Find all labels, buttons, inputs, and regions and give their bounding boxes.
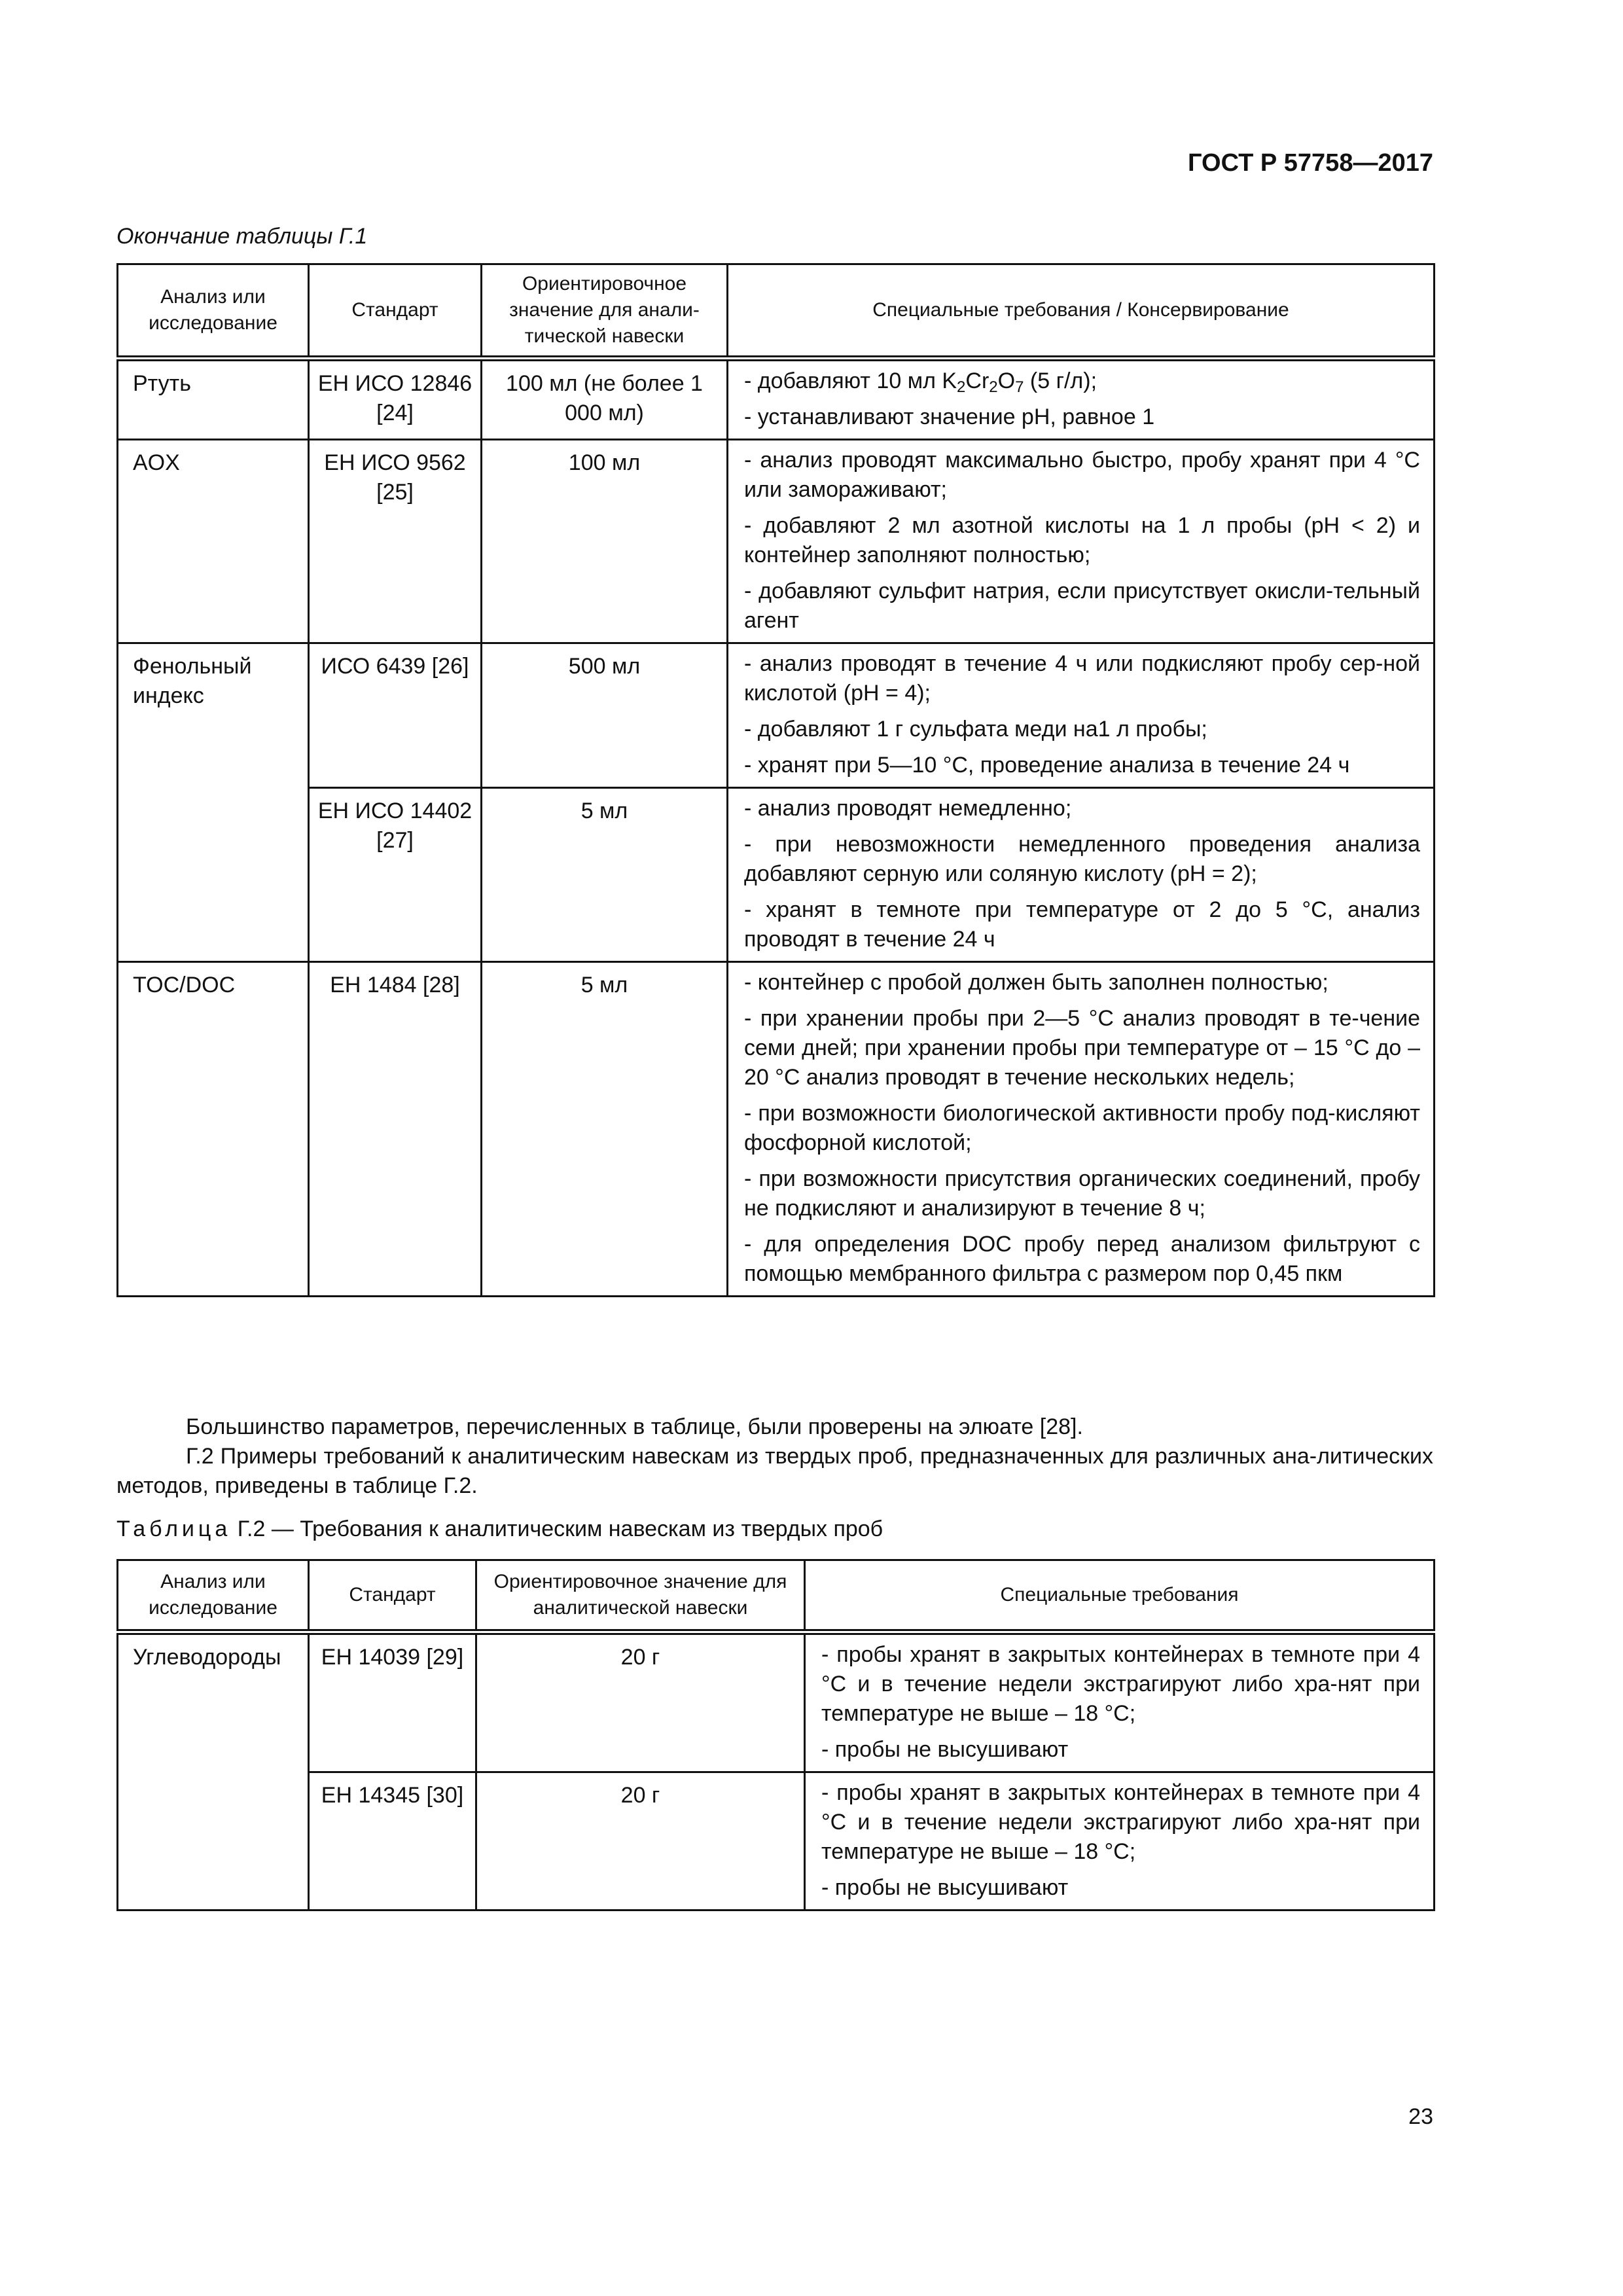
requirements-cell <box>728 643 1435 788</box>
sample-cell: 500 мл <box>482 643 728 788</box>
requirement-item: - при хранении пробы при 2—5 °С анализ проводят в те-чение семи дней; при хранении пробы при температуре от – 15 °С до – 20 °С анализ проводят в течение нескольких недель; <box>744 1006 1420 1090</box>
requirement-item: - пробы хранят в закрытых контейнерах в темноте при 4 °С и в течение недели экстрагируют либо хра-нят при температуре не выше – 18 °С; <box>821 1780 1420 1864</box>
sample-cell: 100 мл (не более 1 000 мл) <box>482 359 728 440</box>
sample-cell: 20 г <box>476 1632 805 1772</box>
table-1-header-requirements: Специальные требования / Консервирование <box>728 264 1435 359</box>
requirement-item: - добавляют 1 г сульфата меди на1 л пробы; <box>744 717 1207 742</box>
table-1-header-sample: Ориентировочное значение для анали-тической навески <box>482 264 728 359</box>
requirement-item: - хранят в темноте при температуре от 2 до 5 °С, анализ проводят в течение 24 ч <box>744 897 1420 952</box>
table-row <box>118 440 1435 643</box>
requirement-item: - пробы не высушивают <box>821 1737 1069 1762</box>
table-2-caption-text: Г.2 — Требования к аналитическим навескам из твердых проб <box>231 1516 883 1541</box>
requirements-cell <box>728 788 1435 962</box>
document-code: ГОСТ Р 57758—2017 <box>1188 149 1433 177</box>
requirement-item: - устанавливают значение pH, равное 1 <box>744 404 1155 429</box>
requirement-item: - хранят при 5—10 °С, проведение анализа в течение 24 ч <box>744 753 1350 778</box>
standard-cell: ЕН 14039 [29] <box>309 1632 476 1772</box>
table-2-header-requirements: Специальные требования <box>805 1560 1435 1632</box>
table-2 <box>116 1559 1435 1911</box>
standard-cell: ЕН ИСО 12846 [24] <box>309 359 482 440</box>
requirements-cell <box>805 1632 1435 1772</box>
requirement-item: - анализ проводят в течение 4 ч или подкисляют пробу сер-ной кислотой (рН = 4); <box>744 651 1420 706</box>
requirements-cell <box>728 962 1435 1297</box>
standard-cell: ЕН 1484 [28] <box>309 962 482 1297</box>
paragraph-g2: Г.2 Примеры требований к аналитическим навескам из твердых проб, предназначенных для различных ана-литических методов, приведены в таблице Г.2. <box>116 1444 1433 1498</box>
requirement-item: - пробы хранят в закрытых контейнерах в темноте при 4 °С и в течение недели экстрагируют либо хра-нят при температуре не выше – 18 °С; <box>821 1642 1420 1726</box>
requirement-item: - для определения DOC пробу перед анализом фильтруют с помощью мембранного фильтра с размером пор 0,45 пкм <box>744 1232 1420 1286</box>
table-row <box>118 359 1435 440</box>
requirement-item: - при возможности присутствия органических соединений, пробу не подкисляют и анализируют в течение 8 ч; <box>744 1166 1420 1221</box>
table-row <box>118 962 1435 1297</box>
requirement-item: - пробы не высушивают <box>821 1875 1069 1900</box>
requirements-cell <box>728 440 1435 643</box>
sample-cell: 5 мл <box>482 962 728 1297</box>
requirements-cell <box>728 359 1435 440</box>
analysis-cell: AOX <box>118 440 309 643</box>
sample-cell: 20 г <box>476 1772 805 1910</box>
page-number: 23 <box>1408 2104 1433 2129</box>
requirement-item: - анализ проводят немедленно; <box>744 796 1072 821</box>
requirement-item: - при невозможности немедленного проведения анализа добавляют серную или соляную кислоту (рН = 2); <box>744 832 1420 886</box>
table-row <box>118 1632 1435 1772</box>
analysis-cell: Фенольный индекс <box>118 643 309 962</box>
table-1-header-analysis: Анализ или исследование <box>118 264 309 359</box>
requirement-item: - добавляют 10 мл $K_2Cr_2O_7$ (5 г/л); <box>744 368 1097 396</box>
table-1-header-standard: Стандарт <box>309 264 482 359</box>
table-2-header-analysis: Анализ или исследование <box>118 1560 309 1632</box>
requirements-cell <box>805 1772 1435 1910</box>
sample-cell: 100 мл <box>482 440 728 643</box>
standard-cell: ЕН ИСО 9562 [25] <box>309 440 482 643</box>
standard-cell: ЕН 14345 [30] <box>309 1772 476 1910</box>
table-1 <box>116 263 1435 1297</box>
requirement-item: - при возможности биологической активности пробу под-кисляют фосфорной кислотой; <box>744 1101 1420 1155</box>
table-2-caption <box>116 1516 883 1542</box>
requirement-item: - добавляют 2 мл азотной кислоты на 1 л пробы (рН < 2) и контейнер заполняют полностью; <box>744 513 1420 567</box>
paragraph-tested-parameters: Большинство параметров, перечисленных в таблице, были проверены на элюате [28]. <box>186 1414 1083 1439</box>
table-1-caption: Окончание таблицы Г.1 <box>116 224 368 249</box>
table-row <box>118 788 1435 962</box>
analysis-cell: TOC/DOC <box>118 962 309 1297</box>
table-row <box>118 643 1435 788</box>
sample-cell: 5 мл <box>482 788 728 962</box>
table-2-header-row <box>118 1560 1435 1632</box>
analysis-cell: Ртуть <box>118 359 309 440</box>
standard-cell: ЕН ИСО 14402 [27] <box>309 788 482 962</box>
table-2-caption-label: Таблица <box>116 1516 232 1541</box>
requirement-item: - контейнер с пробой должен быть заполнен полностью; <box>744 970 1329 995</box>
requirement-item: - добавляют сульфит натрия, если присутствует окисли-тельный агент <box>744 579 1420 633</box>
table-2-header-sample: Ориентировочное значение для аналитической навески <box>476 1560 805 1632</box>
table-1-header-row <box>118 264 1435 359</box>
standard-cell: ИСО 6439 [26] <box>309 643 482 788</box>
analysis-cell: Углеводороды <box>118 1632 309 1910</box>
table-2-header-standard: Стандарт <box>309 1560 476 1632</box>
requirement-item: - анализ проводят максимально быстро, пробу хранят при 4 °С или замораживают; <box>744 448 1420 502</box>
table-row <box>118 1772 1435 1910</box>
